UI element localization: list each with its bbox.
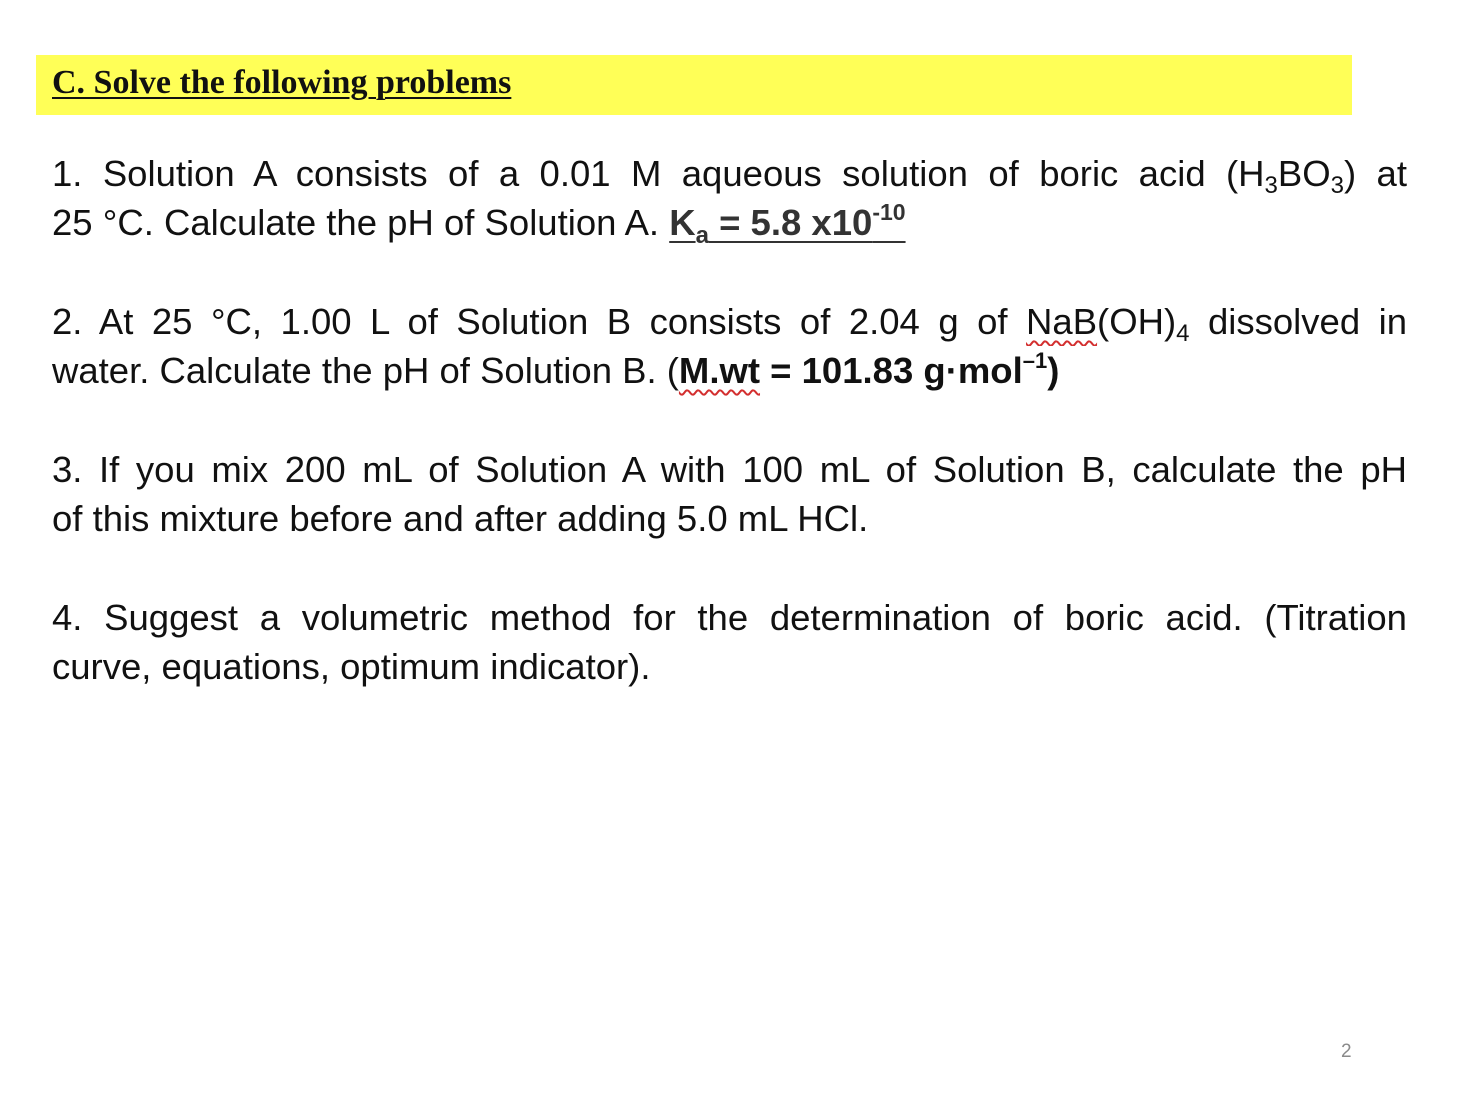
problem-1 (52, 149, 1407, 247)
problem-3-line-1: 3. If you mix 200 mL of Solution A with 100 mL of Solution B, calculate the pH (52, 449, 1407, 490)
problem-2 (52, 297, 1407, 395)
mw-label: M.wt (678, 350, 761, 391)
problem-4-line-2: curve, equations, optimum indicator). (52, 646, 651, 687)
mw-value: = 101.83 g·mol (760, 350, 1023, 391)
problem-2-line-1 (52, 297, 1407, 346)
ka-exponent: -10 (872, 199, 906, 225)
problem-2-text-end: dissolved in (1189, 301, 1407, 342)
problem-2-text: 2. At 25 °C, 1.00 L of Solution B consists of 2.04 g of (52, 301, 1027, 342)
o-subscript: 3 (1330, 172, 1345, 198)
page-number: 2 (1341, 1041, 1352, 1062)
problem-2-line-2 (52, 346, 1407, 395)
problem-1-text: 1. Solution A consists of a 0.01 M aqueous solution of boric acid (H (52, 153, 1265, 194)
ka-subscript: a (695, 222, 709, 249)
problem-4-line-1: 4. Suggest a volumetric method for the determination of boric acid. (Titration (52, 597, 1407, 638)
problem-1-text-end: ) at (1344, 153, 1407, 194)
section-header-highlight (36, 55, 1352, 115)
formula-oh: (OH) (1097, 301, 1177, 342)
mw-exponent: –1 (1022, 348, 1048, 373)
formula-nab: NaB (1026, 301, 1098, 342)
problem-1-line-1 (52, 149, 1407, 198)
ka-value: = 5.8 x10 (708, 202, 873, 243)
bo-text: BO (1277, 153, 1331, 194)
problem-1-line-2 (52, 198, 1407, 247)
formula-subscript: 4 (1176, 320, 1190, 346)
problem-1-question: 25 °C. Calculate the pH of Solution A. (52, 202, 670, 243)
ka-expression (669, 199, 906, 249)
h-subscript: 3 (1264, 172, 1278, 198)
mw-close-paren: ) (1047, 350, 1060, 391)
ka-symbol: K (669, 202, 696, 243)
problem-3 (52, 445, 1407, 543)
problem-3-line-2: of this mixture before and after adding 5.0 mL HCl. (52, 498, 869, 539)
molar-mass-expression (679, 350, 1059, 391)
section-title: C. Solve the following problems (52, 64, 512, 101)
problem-4 (52, 593, 1407, 691)
problem-2-question: water. Calculate the pH of Solution B. ( (52, 350, 679, 391)
